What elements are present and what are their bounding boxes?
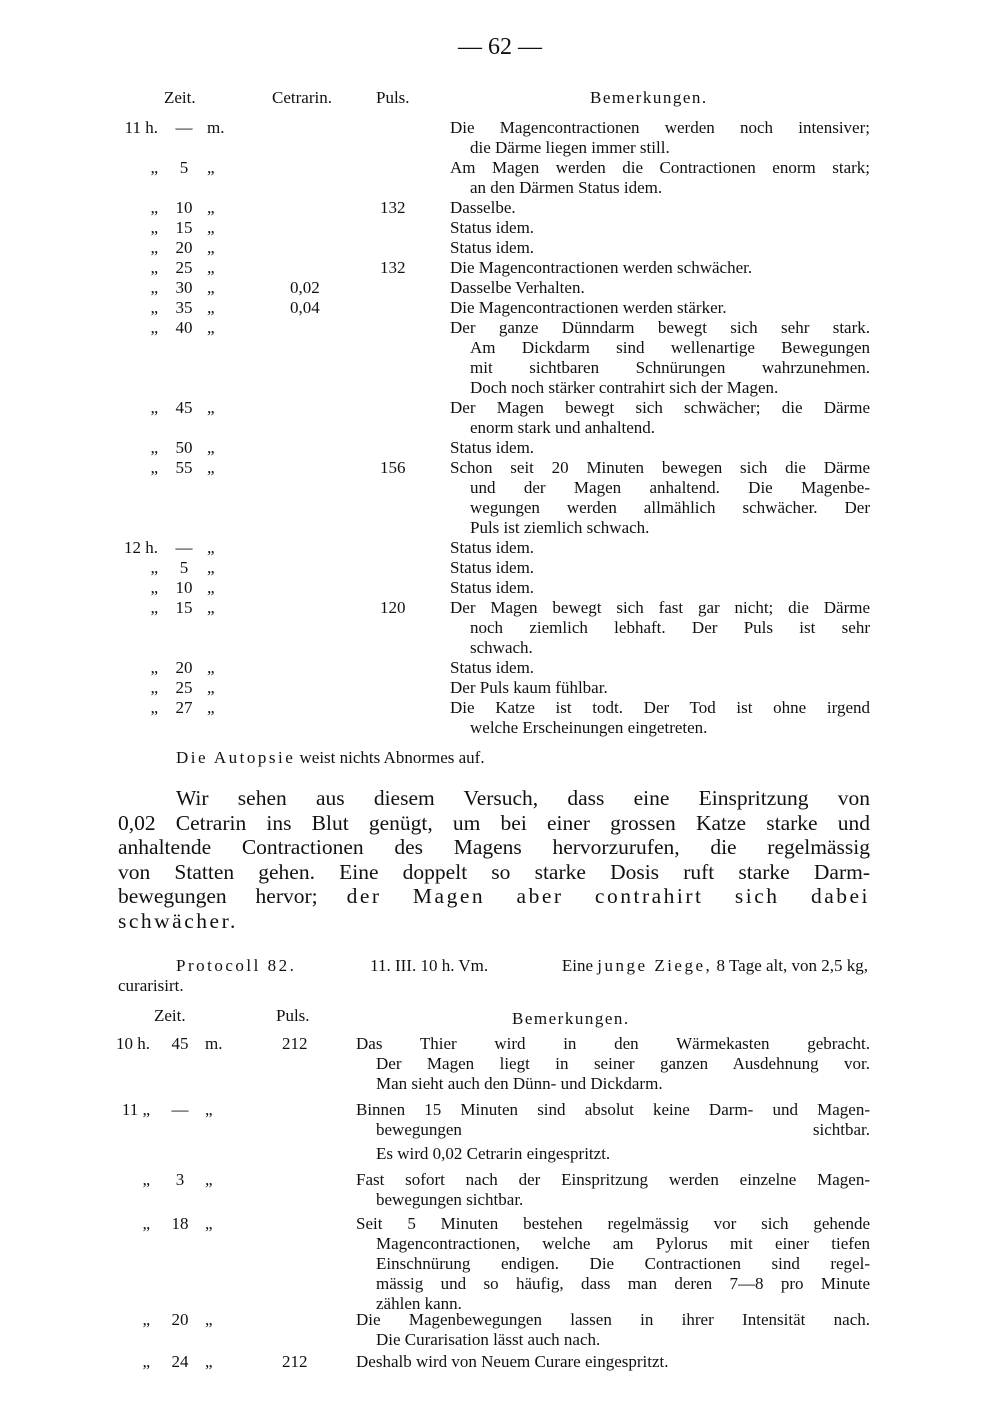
- conclusion-paragraph: [118, 786, 870, 933]
- remark: [450, 238, 870, 258]
- time-unit: m.: [207, 118, 225, 137]
- pulse-value: 120: [380, 598, 406, 617]
- remark-line: Am Dickdarm sind wellenartige Bewegungen: [470, 338, 870, 357]
- remark-line: und der Magen anhaltend. Die Magenbe-: [470, 478, 870, 497]
- time-hour: „: [150, 558, 158, 577]
- time-minute: 30: [175, 278, 193, 297]
- pulse-value: 212: [282, 1352, 308, 1371]
- remark: [450, 218, 870, 238]
- remark-line: Es wird 0,02 Cetrarin eingespritzt.: [376, 1144, 611, 1163]
- header-puls: Puls.: [376, 88, 410, 107]
- header-puls-2: Puls.: [276, 1006, 310, 1025]
- pulse-value: 132: [380, 258, 406, 277]
- remark-line: Der Magen bewegt sich fast gar nicht; die Därme: [450, 598, 870, 617]
- remark-line: enorm stark und anhaltend.: [470, 418, 656, 437]
- time-unit: „: [207, 398, 215, 417]
- remark-line: zählen kann.: [376, 1294, 462, 1313]
- remark-line: Die Katze ist todt. Der Tod ist ohne irgend: [450, 698, 870, 717]
- paragraph-line: anhaltende Contractionen des Magens hervorzurufen, die regelmässig: [118, 835, 870, 859]
- time-minute: 10: [175, 198, 193, 217]
- remark: [356, 1170, 870, 1210]
- cetrarin-dose: 0,04: [290, 298, 320, 317]
- remark-line: an den Därmen Status idem.: [470, 178, 663, 197]
- remark: [356, 1034, 870, 1094]
- time-unit: „: [207, 218, 215, 237]
- remark-line: bewegungen sichtbar.: [376, 1190, 524, 1209]
- time-hour: „: [150, 218, 158, 237]
- time-hour: „: [142, 1310, 150, 1329]
- time-minute: 15: [175, 598, 193, 617]
- time-minute: 35: [175, 298, 193, 317]
- protocol-desc-spaced: junge Ziege,: [597, 956, 713, 975]
- remark: [450, 538, 870, 558]
- remark: [450, 558, 870, 578]
- time-unit: „: [207, 238, 215, 257]
- remark: [450, 278, 870, 298]
- remark: [356, 1214, 870, 1314]
- time-hour: „: [150, 598, 158, 617]
- autopsy-note: [176, 748, 485, 768]
- remark: [450, 438, 870, 458]
- time-unit: „: [207, 298, 215, 317]
- remark: [450, 578, 870, 598]
- remark: [450, 198, 870, 218]
- time-minute: 5: [179, 558, 189, 577]
- paragraph-line: Wir sehen aus diesem Versuch, dass eine Einspritzung von: [176, 786, 870, 810]
- remark-line: Deshalb wird von Neuem Curare eingespritzt.: [356, 1352, 669, 1371]
- protocol-desc: [562, 956, 868, 976]
- time-minute: 20: [175, 658, 193, 677]
- time-minute: —: [175, 538, 193, 557]
- time-minute: 18: [171, 1214, 189, 1233]
- remark-line: Dasselbe Verhalten.: [450, 278, 585, 297]
- remark-line: schwach.: [470, 638, 533, 657]
- remark-line: Der Magen bewegt sich schwächer; die Därme: [450, 398, 870, 417]
- remark-line: Die Magencontractionen werden stärker.: [450, 298, 727, 317]
- remark-line: Fast sofort nach der Einspritzung werden einzelne Magen-: [356, 1170, 870, 1189]
- time-unit: „: [207, 458, 215, 477]
- time-unit: „: [207, 578, 215, 597]
- time-hour: „: [150, 678, 158, 697]
- remark: [450, 258, 870, 278]
- pulse-value: 156: [380, 458, 406, 477]
- time-minute: 45: [171, 1034, 189, 1053]
- remark-line: Die Curarisation lässt auch nach.: [376, 1330, 601, 1349]
- remark-line: Schon seit 20 Minuten bewegen sich die Därme: [450, 458, 870, 477]
- remark-line: Status idem.: [450, 438, 535, 457]
- time-unit: „: [207, 258, 215, 277]
- time-hour: 11 „: [121, 1100, 150, 1119]
- page-number: — 62 —: [458, 34, 542, 60]
- time-minute: 3: [175, 1170, 185, 1189]
- time-hour: „: [142, 1214, 150, 1233]
- time-minute: 24: [171, 1352, 189, 1371]
- time-hour: „: [150, 398, 158, 417]
- time-unit: „: [205, 1310, 213, 1329]
- paragraph-line: bewegungen hervor;: [118, 884, 318, 908]
- time-hour: „: [150, 278, 158, 297]
- remark-line: Der Magen liegt in seiner ganzen Ausdehnung vor.: [376, 1054, 870, 1073]
- paragraph-line-emph: [118, 884, 870, 909]
- time-hour: „: [150, 438, 158, 457]
- remark-line: Binnen 15 Minuten sind absolut keine Darm- und Magen-: [356, 1100, 870, 1119]
- time-hour: „: [150, 318, 158, 337]
- remark: [450, 678, 870, 698]
- time-unit: „: [207, 698, 215, 717]
- remark-line: Das Thier wird in den Wärmekasten gebracht.: [356, 1034, 870, 1053]
- remark-line: Die Magencontractionen werden noch intensiver;: [450, 118, 870, 137]
- remark-line: mit sichtbaren Schnürungen wahrzunehmen.: [470, 358, 870, 377]
- remark-line: Der Puls kaum fühlbar.: [450, 678, 608, 697]
- remark-line: Doch noch stärker contrahirt sich der Magen.: [470, 378, 779, 397]
- time-unit: „: [207, 598, 215, 617]
- time-minute: —: [175, 118, 193, 137]
- remark: [450, 458, 870, 538]
- remark-line: welche Erscheinungen eingetreten.: [470, 718, 708, 737]
- time-unit: „: [207, 678, 215, 697]
- time-minute: 15: [175, 218, 193, 237]
- time-hour: „: [150, 578, 158, 597]
- time-unit: „: [207, 198, 215, 217]
- remark-line: Status idem.: [450, 658, 535, 677]
- remark: [450, 658, 870, 678]
- time-hour: „: [150, 158, 158, 177]
- header-bemerkungen-2: Bemerkungen.: [512, 1009, 630, 1028]
- paragraph-line: 0,02 Cetrarin ins Blut genügt, um bei einer grossen Katze starke und: [118, 810, 870, 835]
- time-unit: „: [205, 1214, 213, 1233]
- time-hour: „: [142, 1170, 150, 1189]
- time-unit: „: [207, 558, 215, 577]
- time-unit: „: [207, 658, 215, 677]
- remark-line: Man sieht auch den Dünn- und Dickdarm.: [376, 1074, 663, 1093]
- time-minute: 45: [175, 398, 193, 417]
- time-unit: „: [207, 318, 215, 337]
- time-hour: „: [150, 198, 158, 217]
- time-minute: 55: [175, 458, 193, 477]
- paragraph-emphasis: der Magen aber contrahirt sich dabei: [346, 884, 870, 908]
- remark-line: Die Magencontractionen werden schwächer.: [450, 258, 753, 277]
- header-zeit: Zeit.: [164, 88, 196, 107]
- remark-line: Status idem.: [450, 558, 535, 577]
- time-hour: „: [150, 258, 158, 277]
- time-hour: „: [150, 298, 158, 317]
- time-minute: 5: [179, 158, 189, 177]
- time-hour: „: [142, 1352, 150, 1371]
- remark-line: Dasselbe.: [450, 198, 516, 217]
- remark-line: Der ganze Dünndarm bewegt sich sehr stark.: [450, 318, 870, 337]
- autopsy-spaced: Die Autopsie: [176, 748, 296, 767]
- time-unit: „: [205, 1170, 213, 1189]
- protocol-date: 11. III. 10 h. Vm.: [370, 956, 489, 975]
- time-minute: 40: [175, 318, 193, 337]
- protocol-line2: curarisirt.: [118, 976, 184, 995]
- remark: [450, 398, 870, 438]
- cetrarin-dose: 0,02: [290, 278, 320, 297]
- remark-line: Magencontractionen, welche am Pylorus mit einer tiefen: [376, 1234, 870, 1253]
- time-hour: „: [150, 238, 158, 257]
- remark: [356, 1310, 870, 1350]
- remark-line: Status idem.: [450, 578, 535, 597]
- remark-line: Puls ist ziemlich schwach.: [470, 518, 650, 537]
- remark: [356, 1352, 870, 1372]
- remark: [450, 318, 870, 398]
- time-hour: „: [150, 698, 158, 717]
- remark-line: Status idem.: [450, 538, 535, 557]
- remark-line: Die Magenbewegungen lassen in ihrer Intensität nach.: [356, 1310, 870, 1329]
- pulse-value: 132: [380, 198, 406, 217]
- remark-line: Seit 5 Minuten bestehen regelmässig vor sich gehende: [356, 1214, 870, 1233]
- header-bemerkungen: Bemerkungen.: [590, 88, 708, 107]
- time-unit: „: [207, 438, 215, 457]
- protocol-label: Protocoll 82.: [176, 956, 297, 975]
- remark: [450, 298, 870, 318]
- protocol-desc-pre: Eine: [561, 956, 594, 975]
- time-minute: 20: [175, 238, 193, 257]
- protocol-desc-post: 8 Tage alt, von 2,5 kg,: [716, 956, 868, 975]
- time-minute: 27: [175, 698, 193, 717]
- remark-line: Status idem.: [450, 218, 535, 237]
- remark-line: noch ziemlich lebhaft. Der Puls ist sehr: [470, 618, 870, 637]
- remark-line: bewegungen sichtbar.: [376, 1120, 870, 1139]
- remark-line: Am Magen werden die Contractionen enorm stark;: [450, 158, 870, 177]
- paragraph-emphasis-end: schwächer.: [118, 908, 238, 933]
- remark: [450, 158, 870, 198]
- time-minute: 50: [175, 438, 193, 457]
- autopsy-rest: weist nichts Abnormes auf.: [295, 748, 485, 767]
- time-hour: 10 h.: [116, 1034, 150, 1053]
- time-unit: „: [205, 1100, 213, 1119]
- remark-line: mässig und so häufig, dass man deren 7—8 pro Minute: [376, 1274, 870, 1293]
- pulse-value: 212: [282, 1034, 308, 1053]
- remark: [356, 1100, 870, 1164]
- time-hour: „: [150, 658, 158, 677]
- protocol-heading: [176, 956, 868, 976]
- time-unit: „: [207, 158, 215, 177]
- time-minute: 20: [171, 1310, 189, 1329]
- time-unit: m.: [205, 1034, 223, 1053]
- header-cetrarin: Cetrarin.: [272, 88, 332, 107]
- remark: [450, 118, 870, 158]
- paragraph-line: von Statten gehen. Eine doppelt so starke Dosis ruft starke Darm-: [118, 859, 870, 884]
- time-hour: 11 h.: [124, 118, 158, 137]
- header-zeit-2: Zeit.: [154, 1006, 186, 1025]
- remark-line: wegungen werden allmählich schwächer. Der: [470, 498, 870, 517]
- remark: [450, 698, 870, 738]
- remark: [450, 598, 870, 658]
- time-minute: —: [171, 1100, 189, 1119]
- time-unit: „: [207, 278, 215, 297]
- remark-line: Status idem.: [450, 238, 535, 257]
- time-minute: 10: [175, 578, 193, 597]
- time-minute: 25: [175, 678, 193, 697]
- time-unit: „: [207, 538, 215, 557]
- time-minute: 25: [175, 258, 193, 277]
- time-hour: 12 h.: [124, 538, 158, 557]
- remark-line: die Därme liegen immer still.: [470, 138, 670, 157]
- time-hour: „: [150, 458, 158, 477]
- remark-line: Einschnürung endigen. Die Contractionen sind regel-: [376, 1254, 870, 1273]
- time-unit: „: [205, 1352, 213, 1371]
